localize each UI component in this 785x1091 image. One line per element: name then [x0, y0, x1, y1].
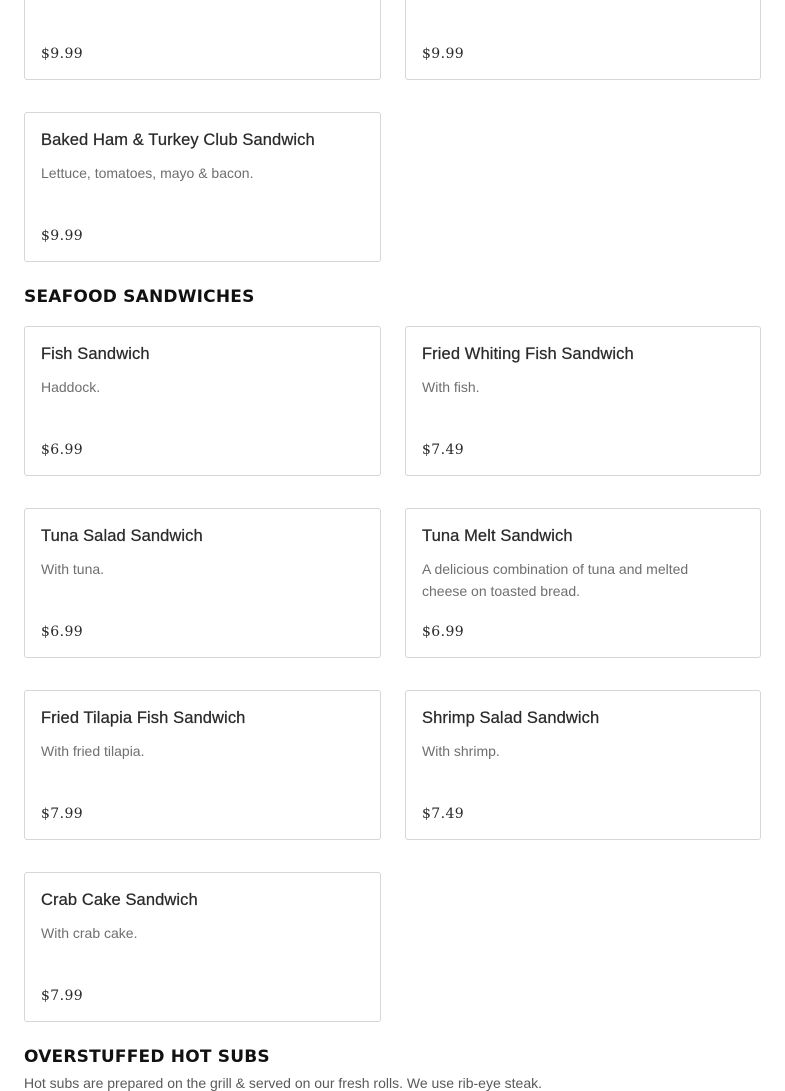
item-price: $9.99 [41, 228, 84, 244]
item-price: $6.99 [41, 624, 84, 640]
item-description: With fish. [422, 379, 480, 395]
item-name: Crab Cake Sandwich [41, 891, 198, 909]
item-name: Tuna Melt Sandwich [422, 527, 573, 545]
menu-item-card[interactable] [24, 0, 381, 80]
item-description: Haddock. [41, 379, 101, 395]
section-title-hot-subs: OVERSTUFFED HOT SUBS [24, 1047, 270, 1067]
item-name: Shrimp Salad Sandwich [422, 709, 600, 727]
item-name: Fried Whiting Fish Sandwich [422, 345, 634, 363]
menu-item-card[interactable] [405, 690, 761, 840]
item-description: With crab cake. [41, 925, 138, 941]
item-description: A delicious combination of tuna and melted cheese on toasted bread. [422, 561, 689, 599]
item-description: With fried tilapia. [41, 743, 145, 759]
menu-item-card[interactable] [405, 508, 761, 658]
item-name: Fried Tilapia Fish Sandwich [41, 709, 246, 727]
item-price: $7.99 [41, 806, 84, 822]
item-price: $6.99 [41, 442, 84, 458]
item-description: Lettuce, tomatoes, mayo & bacon. [41, 165, 254, 181]
item-name: Tuna Salad Sandwich [41, 527, 203, 545]
menu-item-card[interactable] [24, 508, 381, 658]
item-price: $9.99 [422, 46, 465, 62]
item-price: $7.49 [422, 806, 465, 822]
item-name: Fish Sandwich [41, 345, 150, 363]
menu-item-card[interactable] [24, 872, 381, 1022]
section-title-seafood: SEAFOOD SANDWICHES [24, 287, 255, 307]
item-description: With tuna. [41, 561, 105, 577]
item-price: $9.99 [41, 46, 84, 62]
section-description: Hot subs are prepared on the grill & served on our fresh rolls. We use rib-eye steak. [24, 1075, 542, 1091]
item-price: $6.99 [422, 624, 465, 640]
menu-item-card[interactable] [405, 326, 761, 476]
menu-item-card[interactable] [405, 0, 761, 80]
item-price: $7.99 [41, 988, 84, 1004]
menu-item-card[interactable] [24, 112, 381, 262]
menu-item-card[interactable] [24, 326, 381, 476]
item-description: With shrimp. [422, 743, 500, 759]
item-price: $7.49 [422, 442, 465, 458]
menu-item-card[interactable] [24, 690, 381, 840]
item-name: Baked Ham & Turkey Club Sandwich [41, 131, 315, 149]
